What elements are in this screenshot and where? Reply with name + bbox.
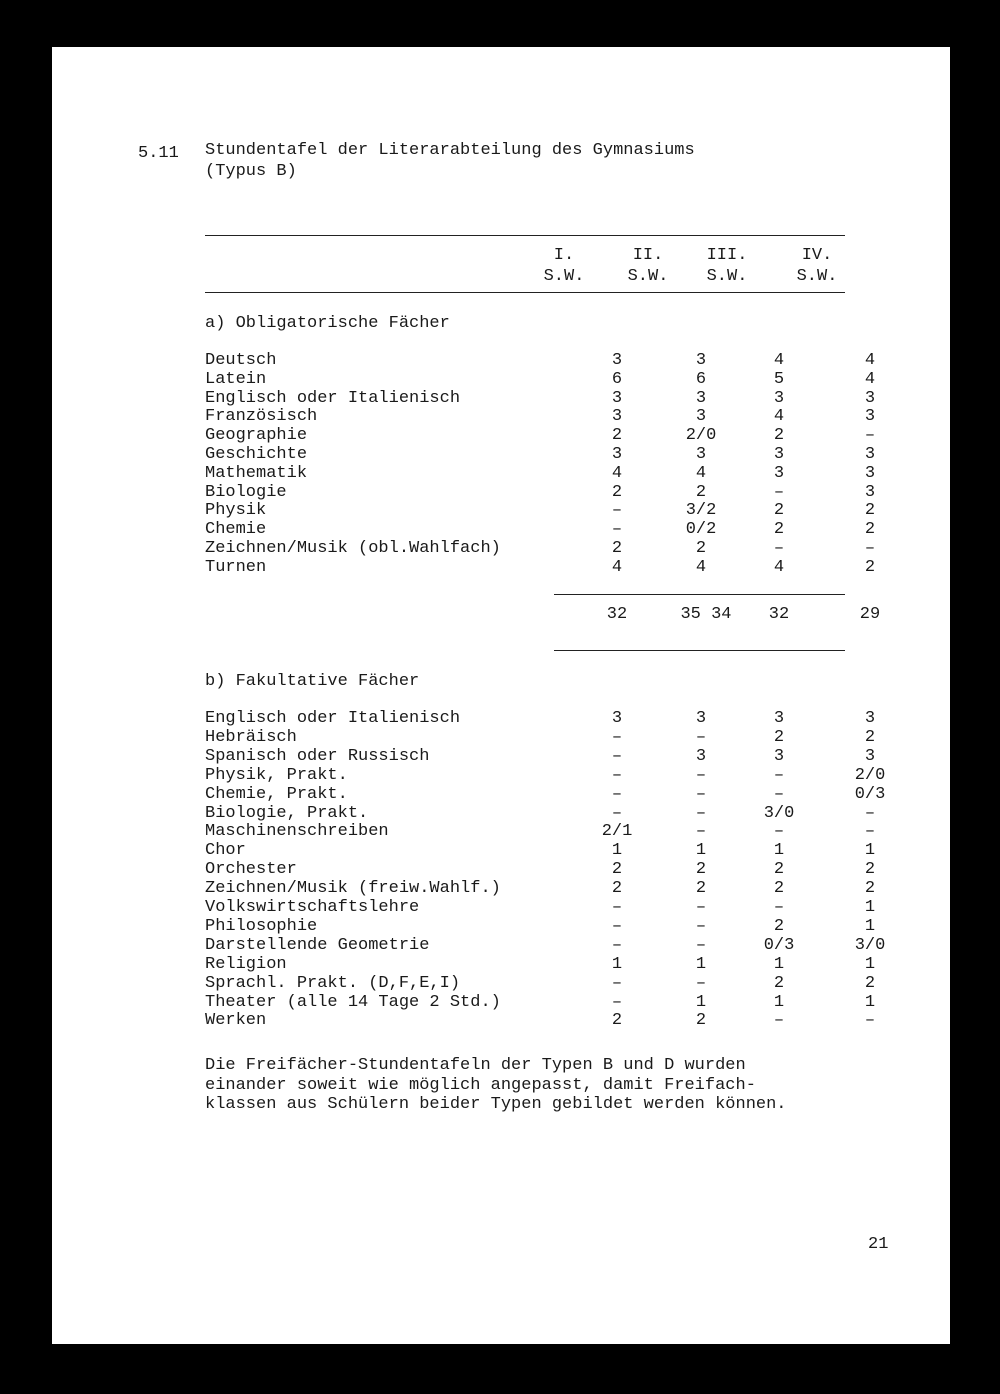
subject-label: Orchester [205, 860, 297, 880]
hours-cell: 2 [864, 727, 876, 747]
hours-cell: 1 [695, 992, 707, 1012]
header-bottom-rule [205, 292, 845, 293]
hours-cell: 5 [773, 369, 785, 389]
column-header-1: I. S.W. [543, 246, 585, 286]
hours-cell: 2 [864, 520, 876, 540]
hours-cell: – [611, 727, 623, 747]
hours-cell: 2 [695, 539, 707, 558]
footnote-line-1: Die Freifächer-Stundentafeln der Typen B und D wurden [205, 1056, 746, 1075]
hours-cell: 1 [773, 841, 785, 861]
hours-cell: 3 [864, 388, 876, 408]
total-4: 29 [859, 605, 881, 624]
hours-cell: – [611, 746, 623, 766]
hours-cell: – [695, 727, 707, 747]
hours-cell: 3/0 [763, 803, 795, 823]
hours-cell: 1 [773, 954, 785, 974]
document-page [52, 47, 950, 1344]
hours-cell: 1 [864, 954, 876, 974]
hours-cell: 2 [773, 727, 785, 747]
hours-cell: 1 [864, 841, 876, 861]
subject-label: Zeichnen/Musik (obl.Wahlfach) [205, 539, 501, 558]
hours-cell: 2/0 [685, 426, 717, 446]
hours-cell: – [773, 539, 785, 558]
hours-cell: 2 [611, 426, 623, 446]
hours-cell: – [611, 973, 623, 993]
hours-cell: 1 [773, 992, 785, 1012]
subject-label: Mathematik [205, 463, 308, 483]
hours-cell: 2 [773, 520, 785, 540]
hours-cell: 3 [695, 388, 707, 408]
hours-cell: 2 [695, 482, 707, 502]
hours-cell: 2 [611, 879, 623, 899]
subject-label: Turnen [205, 557, 267, 577]
subject-label: Geschichte [205, 445, 308, 464]
hours-cell: – [611, 803, 623, 823]
section-subtitle: (Typus B) [205, 162, 297, 181]
hours-cell: 2 [773, 860, 785, 880]
hours-cell: 1 [864, 898, 876, 917]
hours-cell: 2/0 [854, 765, 886, 785]
hours-cell: 1 [611, 954, 623, 974]
hours-cell: – [695, 916, 707, 936]
hours-cell: – [864, 539, 876, 558]
hours-cell: – [864, 822, 876, 842]
subject-label: Englisch oder Italienisch [205, 709, 461, 728]
hours-cell: 3 [695, 709, 707, 728]
hours-cell: 3 [773, 746, 785, 766]
subject-label: Werken [205, 1011, 267, 1031]
hours-cell: 3 [773, 388, 785, 408]
hours-cell: – [773, 784, 785, 804]
hours-cell: 4 [611, 463, 623, 483]
total-1: 32 [606, 605, 628, 624]
section-number: 5.11 [138, 144, 179, 163]
hours-cell: 4 [695, 557, 707, 577]
hours-cell: 3 [611, 407, 623, 427]
hours-cell: – [611, 520, 623, 540]
subject-label: Latein [205, 369, 267, 389]
total-3: 32 [768, 605, 790, 624]
hours-cell: 4 [773, 407, 785, 427]
subject-label: Theater (alle 14 Tage 2 Std.) [205, 992, 501, 1012]
hours-cell: – [695, 822, 707, 842]
subject-label: Religion [205, 954, 287, 974]
hours-cell: 2 [864, 501, 876, 521]
hours-cell: 2 [773, 501, 785, 521]
hours-cell: – [773, 822, 785, 842]
optional-heading: b) Fakultative Fächer [205, 672, 420, 691]
hours-cell: 2 [864, 860, 876, 880]
hours-cell: 3 [864, 482, 876, 502]
subject-label: Chemie [205, 520, 267, 540]
subject-label: Deutsch [205, 351, 277, 370]
totals-top-rule [554, 594, 845, 595]
table-top-rule [205, 235, 845, 236]
hours-cell: – [773, 1011, 785, 1031]
hours-cell: 3 [611, 445, 623, 464]
hours-cell: 2 [773, 916, 785, 936]
total-2: 35 34 [680, 605, 732, 624]
hours-cell: 3 [695, 407, 707, 427]
hours-cell: – [611, 501, 623, 521]
hours-cell: 3 [864, 463, 876, 483]
hours-cell: 3 [773, 445, 785, 464]
hours-cell: – [695, 765, 707, 785]
hours-cell: – [611, 898, 623, 917]
hours-cell: 2 [695, 879, 707, 899]
hours-cell: 3 [864, 746, 876, 766]
hours-cell: 3 [695, 746, 707, 766]
hours-cell: 0/3 [763, 935, 795, 955]
hours-cell: 3 [695, 351, 707, 370]
hours-cell: – [611, 935, 623, 955]
hours-cell: 2 [611, 1011, 623, 1031]
hours-cell: – [611, 765, 623, 785]
hours-cell: – [773, 765, 785, 785]
hours-cell: 2 [864, 973, 876, 993]
hours-cell: 3 [864, 709, 876, 728]
subject-label: Geographie [205, 426, 308, 446]
hours-cell: – [611, 992, 623, 1012]
hours-cell: 4 [611, 557, 623, 577]
subject-label: Chor [205, 841, 246, 861]
column-header-4: IV. S.W. [796, 246, 838, 286]
hours-cell: 2 [611, 539, 623, 558]
totals-bottom-rule [554, 650, 845, 651]
subject-label: Englisch oder Italienisch [205, 388, 461, 408]
subject-label: Physik, Prakt. [205, 765, 348, 785]
hours-cell: 3/2 [685, 501, 717, 521]
subject-label: Chemie, Prakt. [205, 784, 348, 804]
hours-cell: – [611, 784, 623, 804]
hours-cell: 3 [773, 463, 785, 483]
hours-cell: 3 [611, 709, 623, 728]
hours-cell: – [695, 973, 707, 993]
hours-cell: 2 [864, 557, 876, 577]
footnote-line-3: klassen aus Schülern beider Typen gebildet werden können. [205, 1095, 787, 1114]
hours-cell: 6 [611, 369, 623, 389]
hours-cell: 4 [773, 351, 785, 370]
hours-cell: 3 [864, 445, 876, 464]
hours-cell: 2 [773, 426, 785, 446]
hours-cell: 3 [611, 388, 623, 408]
hours-cell: 3 [611, 351, 623, 370]
hours-cell: 4 [695, 463, 707, 483]
subject-label: Spanisch oder Russisch [205, 746, 430, 766]
hours-cell: – [864, 1011, 876, 1031]
obligatory-heading: a) Obligatorische Fächer [205, 314, 450, 333]
hours-cell: 2 [611, 860, 623, 880]
subject-label: Hebräisch [205, 727, 297, 747]
subject-label: Französisch [205, 407, 318, 427]
subject-label: Physik [205, 501, 267, 521]
hours-cell: – [864, 426, 876, 446]
subject-label: Sprachl. Prakt. (D,F,E,I) [205, 973, 461, 993]
subject-label: Philosophie [205, 916, 318, 936]
hours-cell: 3 [773, 709, 785, 728]
hours-cell: 6 [695, 369, 707, 389]
page-number: 21 [868, 1235, 889, 1254]
hours-cell: 2 [864, 879, 876, 899]
hours-cell: 2 [773, 879, 785, 899]
column-header-2: II. S.W. [627, 246, 669, 286]
hours-cell: – [695, 803, 707, 823]
hours-cell: – [864, 803, 876, 823]
hours-cell: 1 [864, 916, 876, 936]
hours-cell: 3/0 [854, 935, 886, 955]
hours-cell: 2 [695, 860, 707, 880]
hours-cell: 3 [864, 407, 876, 427]
subject-label: Biologie [205, 482, 287, 502]
subject-label: Maschinenschreiben [205, 822, 389, 842]
section-title: Stundentafel der Literarabteilung des Gymnasiums [205, 141, 695, 160]
hours-cell: 1 [695, 841, 707, 861]
hours-cell: 2/1 [601, 822, 633, 842]
hours-cell: 4 [864, 351, 876, 370]
hours-cell: – [695, 935, 707, 955]
subject-label: Biologie, Prakt. [205, 803, 369, 823]
hours-cell: 1 [864, 992, 876, 1012]
hours-cell: – [773, 482, 785, 502]
subject-label: Volkswirtschaftslehre [205, 898, 420, 917]
hours-cell: 0/3 [854, 784, 886, 804]
hours-cell: – [695, 898, 707, 917]
hours-cell: 4 [864, 369, 876, 389]
column-header-3: III. S.W. [706, 246, 748, 286]
hours-cell: 2 [773, 973, 785, 993]
hours-cell: 0/2 [685, 520, 717, 540]
hours-cell: – [695, 784, 707, 804]
hours-cell: 1 [611, 841, 623, 861]
subject-label: Zeichnen/Musik (freiw.Wahlf.) [205, 879, 501, 899]
footnote-line-2: einander soweit wie möglich angepasst, damit Freifach- [205, 1076, 756, 1095]
hours-cell: 2 [611, 482, 623, 502]
hours-cell: 2 [695, 1011, 707, 1031]
hours-cell: – [773, 898, 785, 917]
hours-cell: 4 [773, 557, 785, 577]
hours-cell: 3 [695, 445, 707, 464]
subject-label: Darstellende Geometrie [205, 935, 430, 955]
hours-cell: – [611, 916, 623, 936]
hours-cell: 1 [695, 954, 707, 974]
